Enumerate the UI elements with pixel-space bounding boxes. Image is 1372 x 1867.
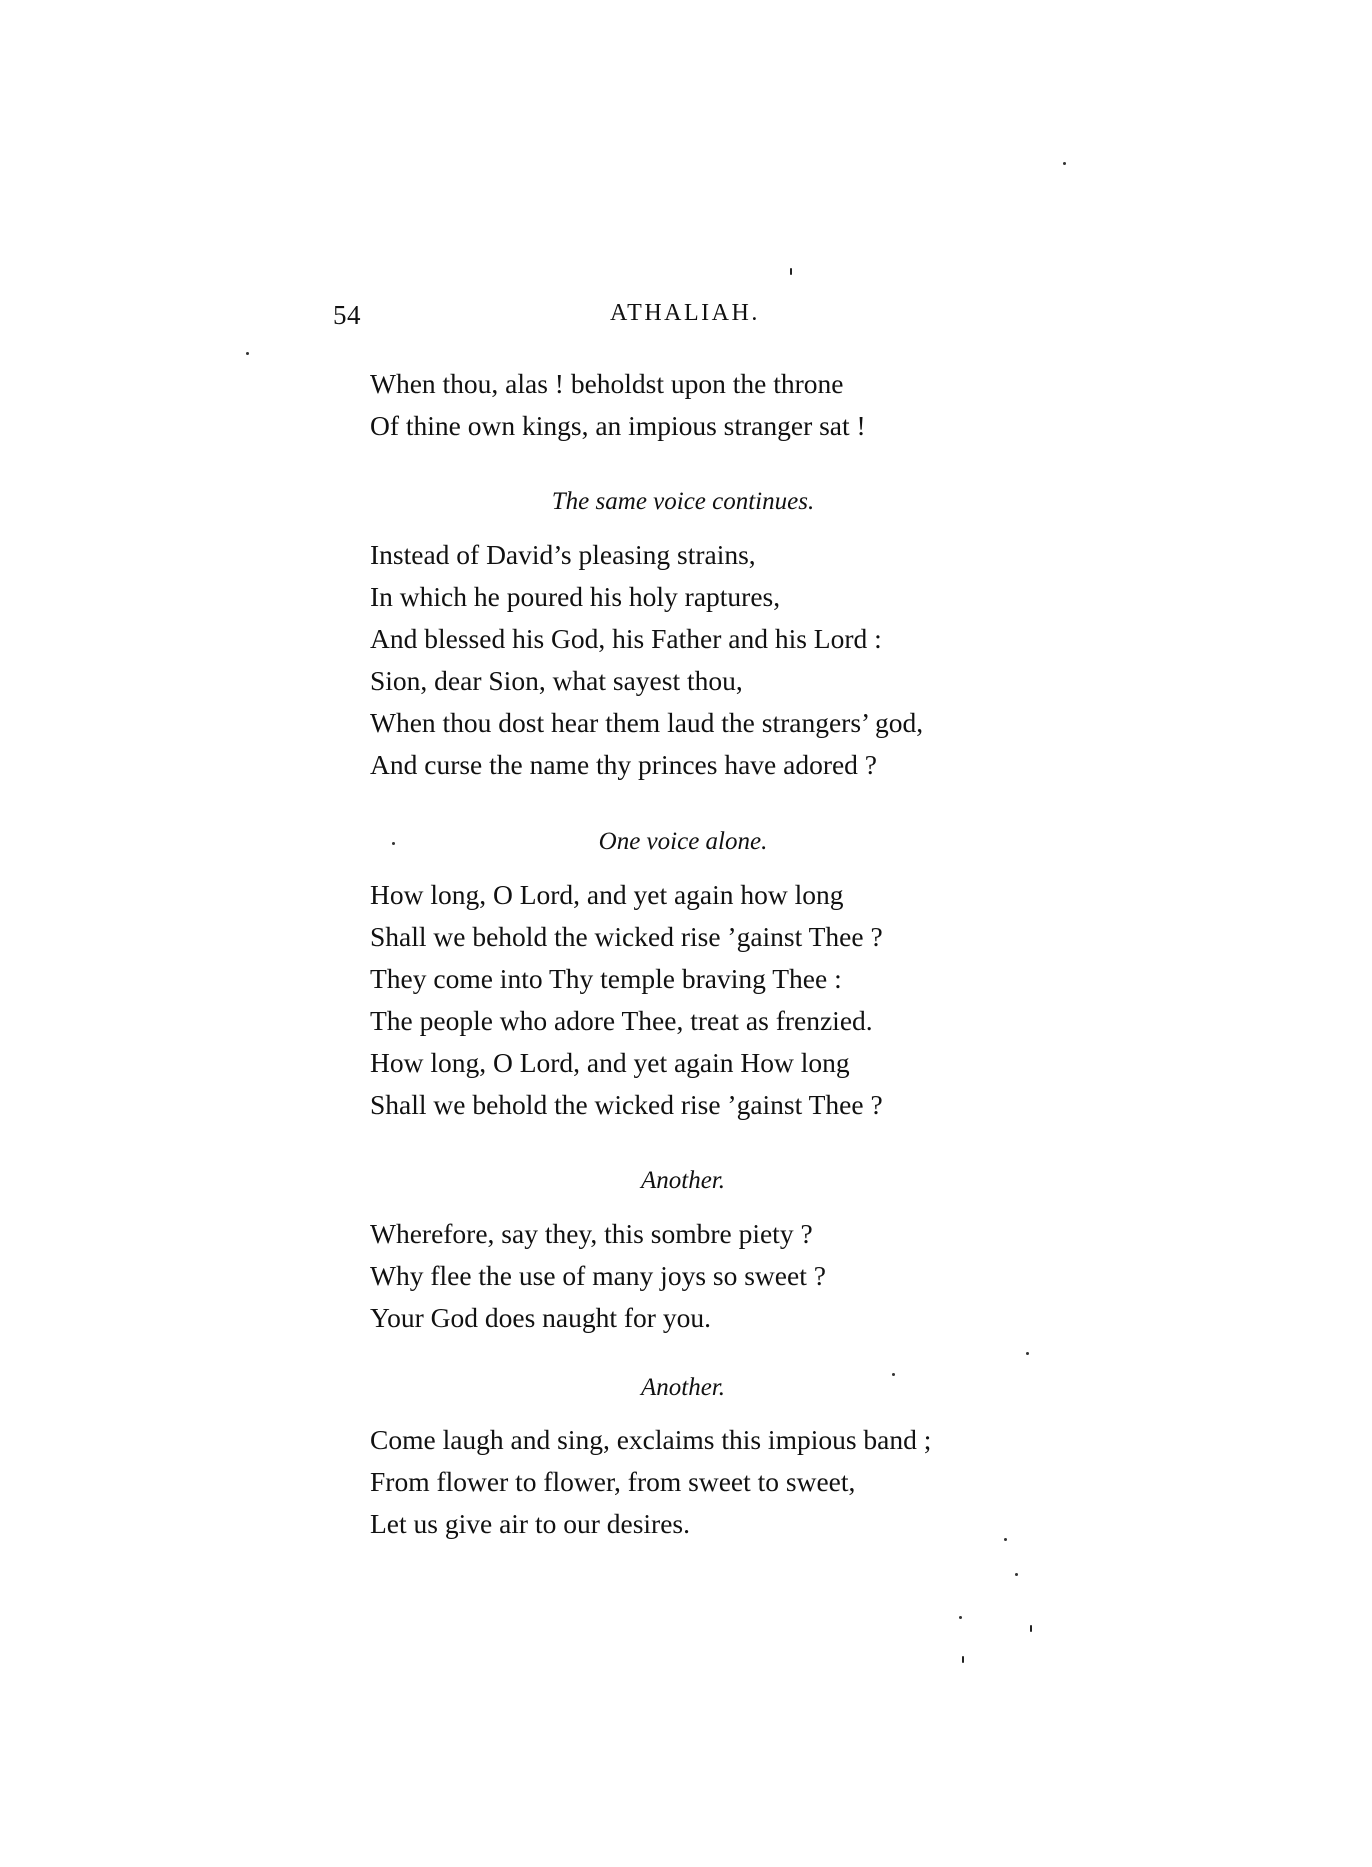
- verse-line: How long, O Lord, and yet again how long: [370, 879, 844, 910]
- verse-stanza: [370, 1213, 1070, 1339]
- verse-stanza: [370, 534, 1070, 786]
- verse-line: Sion, dear Sion, what sayest thou,: [370, 665, 743, 696]
- scan-speck: [790, 268, 792, 275]
- verse-line: Of thine own kings, an impious stranger sat !: [370, 410, 866, 441]
- speaker-direction: The same voice continues.: [551, 488, 815, 515]
- speaker-direction: One voice alone.: [598, 828, 768, 855]
- verse-line: And curse the name thy princes have adored ?: [370, 749, 878, 780]
- speaker-direction: Another.: [640, 1374, 726, 1401]
- verse-line: Shall we behold the wicked rise ’gainst Thee ?: [370, 921, 883, 952]
- verse-line: Shall we behold the wicked rise ’gainst Thee ?: [370, 1089, 883, 1120]
- verse-stanza: [370, 363, 1070, 447]
- verse-line: Come laugh and sing, exclaims this impious band ;: [370, 1424, 932, 1455]
- verse-line: How long, O Lord, and yet again How long: [370, 1047, 850, 1078]
- verse-line: Your God does naught for you.: [370, 1302, 711, 1333]
- verse-stanza: [370, 874, 1070, 1126]
- verse-line: They come into Thy temple braving Thee :: [370, 963, 842, 994]
- verse-stanza: [370, 1419, 1070, 1545]
- scan-speck: [246, 352, 249, 355]
- scan-speck: [1015, 1573, 1018, 1576]
- speaker-direction: Another.: [640, 1167, 726, 1194]
- verse-line: Instead of David’s pleasing strains,: [370, 539, 756, 570]
- scan-speck: [1063, 162, 1066, 165]
- scan-speck: [962, 1656, 964, 1663]
- page-header: [333, 300, 1033, 340]
- running-title: ATHALIAH.: [610, 300, 760, 326]
- verse-line: Why flee the use of many joys so sweet ?: [370, 1260, 826, 1291]
- verse-line: When thou, alas ! beholdst upon the throne: [370, 368, 844, 399]
- verse-line: And blessed his God, his Father and his Lord :: [370, 623, 882, 654]
- page-number: 54: [333, 300, 361, 330]
- scan-speck: [1026, 1352, 1029, 1355]
- verse-line: Wherefore, say they, this sombre piety ?: [370, 1218, 813, 1249]
- verse-line: When thou dost hear them laud the strangers’ god,: [370, 707, 924, 738]
- verse-line: From flower to flower, from sweet to sweet,: [370, 1466, 856, 1497]
- verse-line: Let us give air to our desires.: [370, 1508, 690, 1539]
- verse-line: The people who adore Thee, treat as frenzied.: [370, 1005, 873, 1036]
- verse-line: In which he poured his holy raptures,: [370, 581, 781, 612]
- scan-speck: [1030, 1625, 1032, 1632]
- scan-speck: [959, 1616, 962, 1619]
